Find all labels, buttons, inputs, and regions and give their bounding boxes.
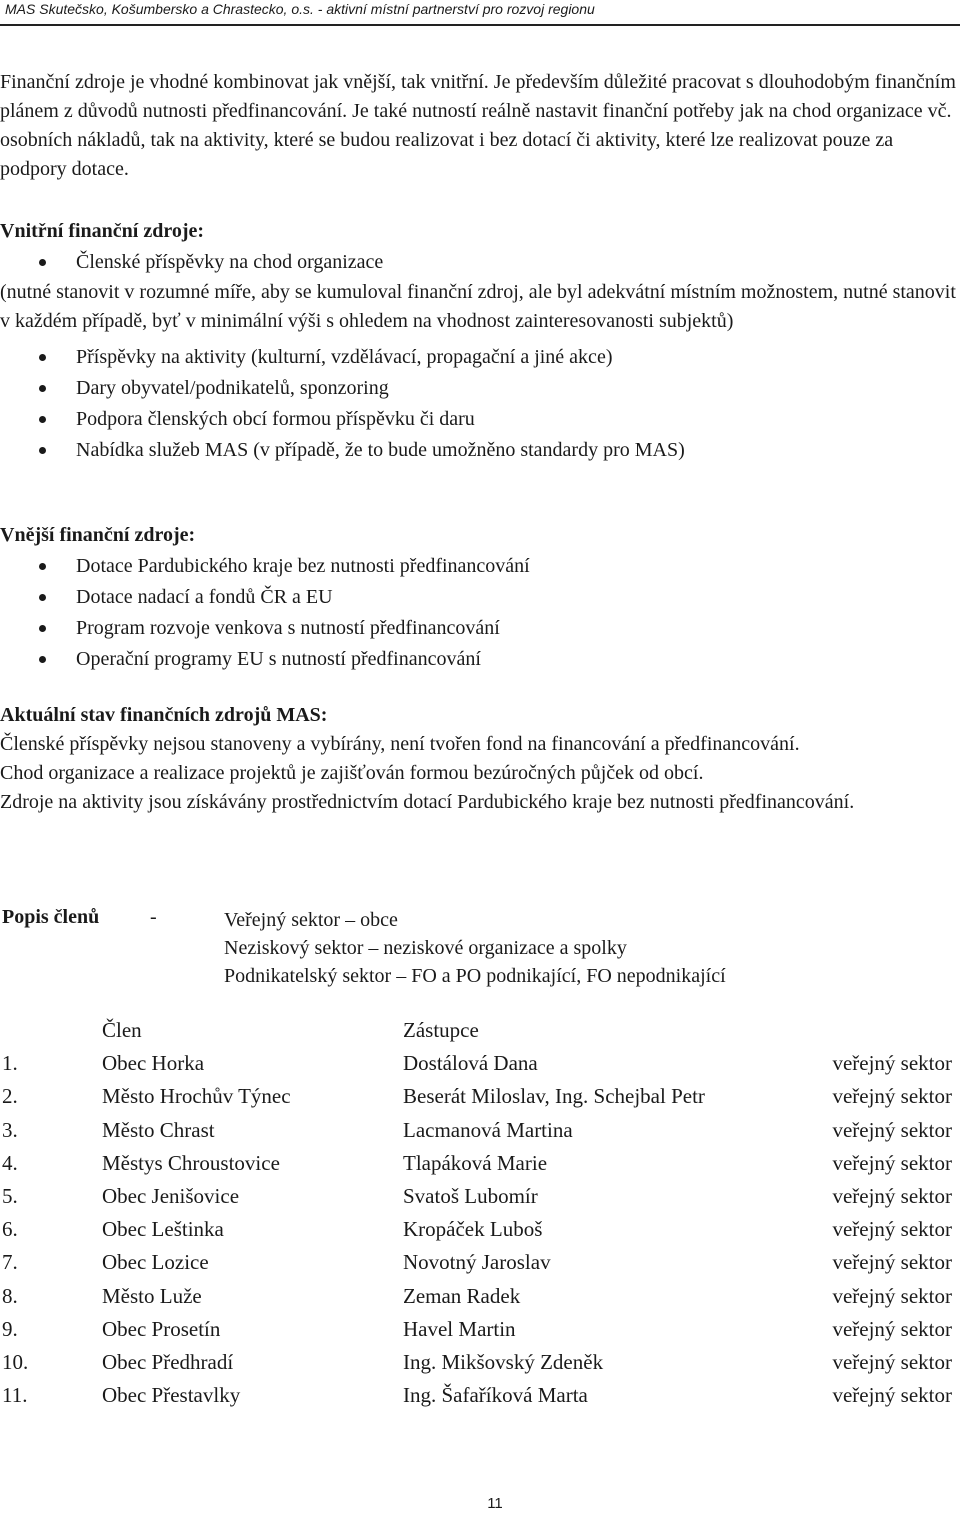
member-name: Město Luže: [102, 1283, 202, 1308]
row-number: 5.: [2, 1183, 18, 1208]
sector-label: veřejný sektor: [832, 1383, 952, 1408]
bullet-item: Dary obyvatel/podnikatelů, sponzoring: [0, 373, 960, 404]
bullet-icon: [39, 656, 46, 663]
row-number: 1.: [2, 1051, 18, 1076]
status-paragraph-2: Chod organizace a realizace projektů je zajišťován formou bezúročných půjček od obcí.: [0, 762, 704, 784]
row-number: 9.: [2, 1316, 18, 1341]
external-sources-section: [0, 520, 960, 675]
table-row: [0, 1313, 960, 1346]
sector-label: veřejný sektor: [832, 1117, 952, 1142]
column-header-representative: Zástupce: [403, 1018, 479, 1042]
sector-label: veřejný sektor: [832, 1084, 952, 1109]
row-number: 11.: [2, 1383, 28, 1408]
row-number: 3.: [2, 1117, 18, 1142]
sector-label: veřejný sektor: [832, 1316, 952, 1341]
external-heading: Vnější finanční zdroje:: [0, 524, 196, 546]
bullet-icon: [39, 563, 46, 570]
member-name: Obec Přestavlky: [102, 1383, 241, 1408]
sector-label: veřejný sektor: [832, 1217, 952, 1242]
table-row: [0, 1180, 960, 1213]
bullet-item: Dotace nadací a fondů ČR a EU: [0, 582, 960, 613]
sector-label: veřejný sektor: [832, 1349, 952, 1374]
table-row: [0, 1379, 960, 1412]
table-row: [0, 1047, 960, 1080]
sector-label: veřejný sektor: [832, 1250, 952, 1275]
bullet-item: Příspěvky na aktivity (kulturní, vzdělávací, propagační a jiné akce): [0, 342, 960, 373]
bullet-item: Operační programy EU s nutností předfinancování: [0, 644, 960, 675]
internal-heading: Vnitřní finanční zdroje:: [0, 220, 205, 242]
popis-line: Neziskový sektor – neziskové organizace a spolky: [224, 937, 627, 959]
table-row: [0, 1080, 960, 1113]
sector-label: veřejný sektor: [832, 1150, 952, 1175]
member-name: Město Hrochův Týnec: [102, 1084, 291, 1109]
member-name: Obec Lozice: [102, 1250, 209, 1275]
status-section: [0, 701, 960, 817]
member-name: Obec Horka: [102, 1051, 205, 1076]
popis-dash: -: [150, 906, 157, 928]
representative-name: Novotný Jaroslav: [403, 1250, 551, 1275]
table-row: [0, 1213, 960, 1246]
page-number: 11: [487, 1495, 503, 1512]
bullet-icon: [39, 259, 46, 266]
bullet-icon: [39, 416, 46, 423]
member-name: Obec Prosetín: [102, 1316, 221, 1341]
bullet-icon: [39, 625, 46, 632]
member-name: Město Chrast: [102, 1117, 215, 1142]
bullet-icon: [39, 594, 46, 601]
representative-name: Kropáček Luboš: [403, 1217, 543, 1242]
status-paragraph-3: Zdroje na aktivity jsou získávány prostřednictvím dotací Pardubického kraje bez nutnosti předfinancování.: [0, 791, 855, 813]
member-rows: [0, 1047, 960, 1412]
representative-name: Havel Martin: [403, 1316, 516, 1341]
status-paragraph-1: Členské příspěvky nejsou stanoveny a vybírány, není tvořen fond na financování a předfinancování.: [0, 733, 800, 755]
bullet-icon: [39, 385, 46, 392]
bullet-item: Dotace Pardubického kraje bez nutnosti předfinancování: [0, 551, 960, 582]
bullet-item: Podpora členských obcí formou příspěvku či daru: [0, 404, 960, 435]
bullet-item: Nabídka služeb MAS (v případě, že to bude umožněno standardy pro MAS): [0, 435, 960, 466]
popis-line: Podnikatelský sektor – FO a PO podnikající, FO nepodnikající: [224, 965, 726, 987]
row-number: 10.: [2, 1349, 29, 1374]
sector-label: veřejný sektor: [832, 1283, 952, 1308]
popis-lines: [224, 906, 924, 990]
table-row: [0, 1147, 960, 1180]
table-header: [0, 1014, 960, 1047]
table-row: [0, 1346, 960, 1379]
table-row: [0, 1280, 960, 1313]
representative-name: Svatoš Lubomír: [403, 1183, 538, 1208]
representative-name: Beserát Miloslav, Ing. Schejbal Petr: [403, 1084, 705, 1109]
internal-note: (nutné stanovit v rozumné míře, aby se kumuloval finanční zdroj, ale byl adekvátní místním možnostem, nutné stanovit v každém případě, byť v minimální výši s ohledem na vhodnost zainteresovanosti subjektů): [0, 281, 956, 332]
bullet-icon: [39, 447, 46, 454]
internal-sources-section: [0, 216, 960, 466]
page-header: [0, 0, 960, 22]
member-name: Obec Leštinka: [102, 1217, 224, 1242]
header-rule: [0, 24, 960, 26]
status-heading: Aktuální stav finančních zdrojů MAS:: [0, 704, 328, 726]
header-title: MAS Skutečsko, Košumbersko a Chrastecko, o.s. - aktivní místní partnerství pro rozvoj regionu: [5, 1, 595, 17]
representative-name: Tlapáková Marie: [403, 1150, 548, 1175]
sector-label: veřejný sektor: [832, 1051, 952, 1076]
representative-name: Zeman Radek: [403, 1283, 521, 1308]
row-number: 4.: [2, 1150, 18, 1175]
column-header-member: Člen: [102, 1018, 142, 1042]
row-number: 2.: [2, 1084, 18, 1109]
row-number: 8.: [2, 1283, 18, 1308]
popis-label: Popis členů: [2, 906, 100, 928]
bullet-item: Program rozvoje venkova s nutností předfinancování: [0, 613, 960, 644]
members-table: [0, 1014, 960, 1412]
popis-line: Veřejný sektor – obce: [224, 909, 398, 931]
row-number: 6.: [2, 1217, 18, 1242]
table-row: [0, 1114, 960, 1147]
representative-name: Lacmanová Martina: [403, 1117, 573, 1142]
member-name: Obec Jenišovice: [102, 1183, 240, 1208]
member-name: Obec Předhradí: [102, 1349, 234, 1374]
row-number: 7.: [2, 1250, 18, 1275]
bullet-item: Členské příspěvky na chod organizace: [0, 247, 960, 278]
intro-text: Finanční zdroje je vhodné kombinovat jak vnější, tak vnitřní. Je především důležité pracovat s dlouhodobým finančním plánem z důvodů nutnosti předfinancování. Je také nutností reálně nastavit finanční potřeby jak na chod organizace vč. osobních nákladů, tak na aktivity, které se budou realizovat i bez dotací či aktivity, které lze realizovat pouze za podpory dotace.: [0, 71, 956, 180]
intro-paragraph: [0, 68, 960, 184]
sector-label: veřejný sektor: [832, 1183, 952, 1208]
representative-name: Ing. Šafaříková Marta: [403, 1383, 588, 1408]
member-name: Městys Chroustovice: [102, 1150, 280, 1175]
bullet-icon: [39, 354, 46, 361]
table-row: [0, 1246, 960, 1279]
representative-name: Dostálová Dana: [403, 1051, 538, 1076]
representative-name: Ing. Mikšovský Zdeněk: [403, 1349, 604, 1374]
